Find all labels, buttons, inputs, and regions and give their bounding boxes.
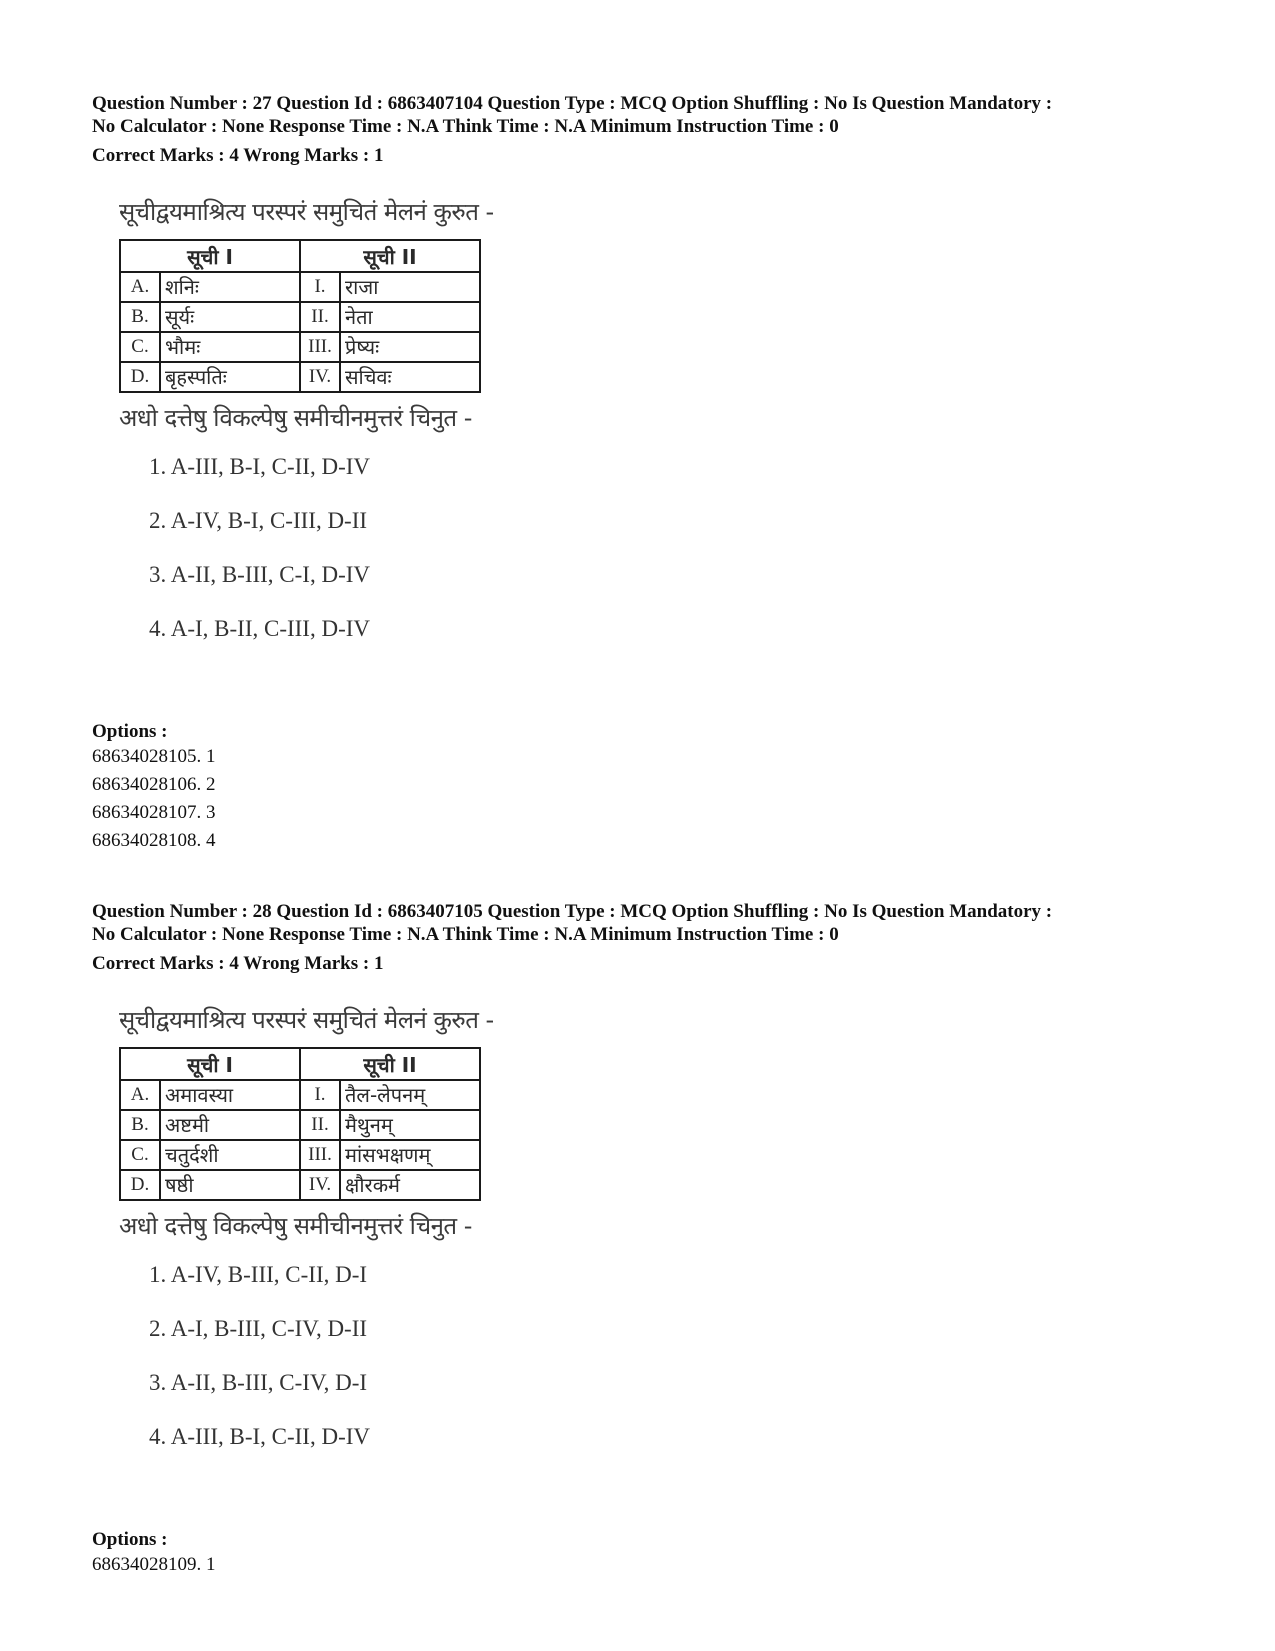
match-table-header — [120, 240, 480, 272]
row-value: अष्टमी — [165, 1113, 210, 1137]
row-value: क्षौरकर्म — [345, 1173, 401, 1197]
row-label: A. — [121, 1081, 161, 1109]
options-title: Options : — [92, 1529, 168, 1550]
table-row — [120, 302, 480, 332]
option-line: 68634028109. 1 — [92, 1554, 216, 1575]
row-label: D. — [121, 363, 161, 391]
option-line: 68634028107. 3 — [92, 802, 216, 823]
option-line: 68634028105. 1 — [92, 746, 216, 767]
row-label: IV. — [301, 363, 341, 391]
choice-item: 2. A-I, B-III, C-IV, D-II — [149, 1316, 368, 1341]
match-table-header — [120, 1048, 480, 1080]
row-label: A. — [121, 273, 161, 301]
choice-item: 1. A-III, B-I, C-II, D-IV — [149, 454, 370, 479]
row-label: III. — [301, 1141, 341, 1169]
row-value: शनिः — [165, 275, 199, 299]
row-value: नेता — [345, 305, 373, 329]
question-27 — [92, 92, 1192, 669]
choice-item: 4. A-I, B-II, C-III, D-IV — [149, 616, 370, 641]
question-image — [119, 197, 1192, 643]
choice-item: 2. A-IV, B-I, C-III, D-II — [149, 508, 368, 533]
row-value: तैल-लेपनम् — [345, 1083, 426, 1107]
row-value: चतुर्दशी — [165, 1143, 219, 1167]
option-line: 68634028106. 2 — [92, 774, 216, 795]
question-instruction: सूचीद्वयमाश्रित्य परस्परं समुचितं मेलनं कुरुत - — [119, 198, 494, 226]
list-2-header: सूची II — [300, 240, 480, 272]
list-1-header: सूची I — [120, 1048, 300, 1080]
table-row — [120, 332, 480, 362]
question-meta-line-2: No Calculator : None Response Time : N.A Think Time : N.A Minimum Instruction Time : 0 — [92, 924, 839, 945]
match-table — [119, 239, 481, 393]
row-value: भौमः — [165, 335, 201, 359]
choice-item: 3. A-II, B-III, C-IV, D-I — [149, 1370, 368, 1395]
row-label: III. — [301, 333, 341, 361]
table-row — [120, 1110, 480, 1140]
match-table — [119, 1047, 481, 1201]
row-label: IV. — [301, 1171, 341, 1199]
row-value: राजा — [345, 275, 379, 299]
row-label: II. — [301, 1111, 341, 1139]
question-marks: Correct Marks : 4 Wrong Marks : 1 — [92, 953, 384, 974]
question-prompt: अधो दत्तेषु विकल्पेषु समीचीनमुत्तरं चिनुत - — [119, 1212, 472, 1240]
row-label: C. — [121, 333, 161, 361]
row-label: I. — [301, 273, 341, 301]
row-label: B. — [121, 303, 161, 331]
question-image — [119, 1005, 1192, 1451]
row-value: अमावस्या — [165, 1083, 234, 1107]
question-instruction: सूचीद्वयमाश्रित्य परस्परं समुचितं मेलनं कुरुत - — [119, 1006, 494, 1034]
row-value: षष्ठी — [165, 1173, 194, 1197]
row-value: मांसभक्षणम् — [345, 1143, 431, 1167]
row-value: मैथुनम् — [345, 1113, 393, 1137]
table-row — [120, 1140, 480, 1170]
question-meta-line-2: No Calculator : None Response Time : N.A Think Time : N.A Minimum Instruction Time : 0 — [92, 116, 839, 137]
question-meta-line-1: Question Number : 28 Question Id : 6863407105 Question Type : MCQ Option Shuffling : No Is Question Mandatory : — [92, 901, 1053, 922]
table-row — [120, 362, 480, 392]
list-1-header: सूची I — [120, 240, 300, 272]
question-prompt: अधो दत्तेषु विकल्पेषु समीचीनमुत्तरं चिनुत - — [119, 404, 472, 432]
choice-item: 1. A-IV, B-III, C-II, D-I — [149, 1262, 368, 1287]
table-row — [120, 272, 480, 302]
options-title: Options : — [92, 721, 168, 742]
row-value: सचिवः — [345, 365, 392, 389]
row-label: C. — [121, 1141, 161, 1169]
options-block-28 — [92, 1528, 216, 1579]
question-marks: Correct Marks : 4 Wrong Marks : 1 — [92, 145, 384, 166]
option-line: 68634028108. 4 — [92, 830, 216, 851]
list-2-header: सूची II — [300, 1048, 480, 1080]
choice-list — [149, 1261, 1192, 1451]
row-label: I. — [301, 1081, 341, 1109]
table-row — [120, 1080, 480, 1110]
options-block-27 — [92, 720, 216, 855]
question-28 — [92, 900, 1192, 1477]
choice-item: 4. A-III, B-I, C-II, D-IV — [149, 1424, 370, 1449]
row-value: बृहस्पतिः — [165, 365, 227, 389]
row-value: प्रेष्यः — [345, 335, 380, 359]
row-value: सूर्यः — [165, 305, 195, 329]
row-label: II. — [301, 303, 341, 331]
question-meta-line-1: Question Number : 27 Question Id : 6863407104 Question Type : MCQ Option Shuffling : No Is Question Mandatory : — [92, 93, 1053, 114]
row-label: D. — [121, 1171, 161, 1199]
row-label: B. — [121, 1111, 161, 1139]
choice-list — [149, 453, 1192, 643]
choice-item: 3. A-II, B-III, C-I, D-IV — [149, 562, 370, 587]
table-row — [120, 1170, 480, 1200]
